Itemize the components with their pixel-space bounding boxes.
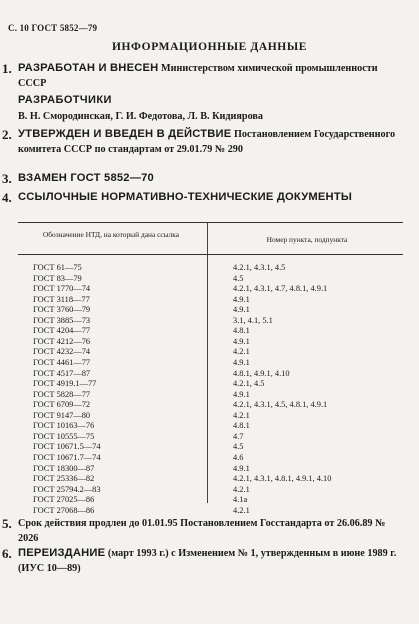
clause-numbers: 4.6 [233,452,244,462]
clause-numbers: 4.5 [233,273,244,283]
table-row [0,295,419,306]
table-row [0,284,419,295]
developers-label: РАЗРАБОТЧИКИ [18,94,112,106]
ntd-designation: ГОСТ 61—75 [33,263,82,272]
table-row [0,506,419,517]
ntd-designation: ГОСТ 4919.1—77 [33,379,97,389]
ntd-designation: ГОСТ 3760—79 [33,305,91,315]
clause-numbers: 4.2.1 [233,505,250,515]
info-item-2 [2,127,406,158]
page-title: ИНФОРМАЦИОННЫЕ ДАННЫЕ [111,41,308,53]
ntd-designation: ГОСТ 4232—74 [33,347,91,357]
clause-numbers: 4.2.1 [233,347,250,357]
clause-numbers: 4.7 [233,431,244,441]
table-row [0,453,419,464]
info-item-3 [2,171,406,186]
item-number: 2. [2,127,12,142]
ntd-designation: ГОСТ 18300—87 [33,463,95,473]
ntd-designation: ГОСТ 4517—87 [33,368,91,378]
table-row [0,411,419,422]
table-row [0,485,419,496]
table-header-points: Номер пункта, подпункта [266,235,348,244]
ntd-designation: ГОСТ 5828—77 [33,389,91,399]
developers-names: В. Н. Смородинская, Г. И. Федотова, Л. В. Кидиярова [18,111,264,122]
clause-numbers: 4.2.1, 4.3.1, 4.7, 4.8.1, 4.9.1 [233,284,328,294]
clause-numbers: 4.9.1 [233,336,250,346]
ntd-designation: ГОСТ 83—79 [33,273,82,283]
ntd-designation: ГОСТ 3885—73 [33,315,91,325]
table-row [0,495,419,506]
ntd-designation: ГОСТ 10163—76 [33,421,95,431]
clause-numbers: 3.1, 4.1, 5.1 [233,315,273,325]
clause-numbers: 4.9.1 [233,305,250,315]
clause-numbers: 4.2.1, 4.5 [233,379,265,389]
table-row [0,358,419,369]
ntd-designation: ГОСТ 4461—77 [33,357,91,367]
table-row [0,337,419,348]
item-text: Срок действия продлен до 01.01.95 Постановлением Госстандарта от 26.06.89 № 2026 [18,518,386,545]
info-item-6 [2,546,406,577]
clause-numbers: 4.1а [233,495,248,505]
item-number: 1. [2,61,12,76]
ntd-designation: ГОСТ 10671.7—74 [33,452,101,462]
table-row [0,400,419,411]
info-item-1 [2,61,406,92]
ntd-designation: ГОСТ 3118—77 [33,294,90,304]
table-row [0,432,419,443]
clause-numbers: 4.2.1 [233,484,250,494]
table-row [0,263,419,274]
ntd-designation: ГОСТ 6709—72 [33,400,91,410]
clause-numbers: 4.2.1, 4.3.1, 4.5, 4.8.1, 4.9.1 [233,400,328,410]
item-heading: ПЕРЕИЗДАНИЕ [18,547,106,559]
item-number: 3. [2,171,12,186]
info-item-5 [2,516,406,547]
table-row [0,474,419,485]
clause-numbers: 4.8.1, 4.9.1, 4.10 [233,368,290,378]
table-row [0,379,419,390]
ntd-designation: ГОСТ 25794.2—83 [33,484,101,494]
clause-numbers: 4.8.1 [233,326,250,336]
table-row [0,305,419,316]
item-heading: РАЗРАБОТАН И ВНЕСЕН [18,62,159,74]
page-header: С. 10 ГОСТ 5852—79 [8,23,98,33]
clause-numbers: 4.5 [233,442,244,452]
table-row [0,369,419,380]
table-row [0,347,419,358]
ntd-designation: ГОСТ 1770—74 [33,284,91,294]
ntd-designation: ГОСТ 25336—82 [33,474,95,483]
table-row [0,442,419,453]
ntd-designation: ГОСТ 9147—80 [33,410,91,420]
ntd-designation: ГОСТ 10671.5—74 [33,442,101,452]
item-text: (март 1993 г.) с Изменением № 1, утвержденным в июне 1989 г. (ИУС 10—89) [18,548,397,575]
clause-numbers: 4.9.1 [233,357,250,367]
clause-numbers: 4.9.1 [233,389,250,399]
clause-numbers: 4.9.1 [233,294,250,304]
ntd-designation: ГОСТ 27068—86 [33,505,95,515]
ntd-designation: ГОСТ 10555—75 [33,431,95,441]
table-row [0,326,419,337]
table-header-document: Обозначение НТД, на который дана ссылка [42,230,180,239]
table-row [0,421,419,432]
item-heading: УТВЕРЖДЕН И ВВЕДЕН В ДЕЙСТВИЕ [18,128,232,140]
ntd-designation: ГОСТ 4212—76 [33,336,91,346]
table-header-rule [18,254,403,255]
table-row [0,316,419,327]
clause-numbers: 4.8.1 [233,421,250,431]
clause-numbers: 4.2.1, 4.3.1, 4.8.1, 4.9.1, 4.10 [233,474,332,483]
table-top-rule [18,222,403,223]
item-text: Постановлением Государственного комитета СССР по стандартам от 29.01.79 № 290 [18,129,396,156]
info-item-4 [2,190,406,205]
ntd-designation: ГОСТ 4204—77 [33,326,91,336]
table-row [0,464,419,475]
clause-numbers: 4.2.1 [233,410,250,420]
table-row [0,274,419,285]
table-row [0,390,419,401]
clause-numbers: 4.9.1 [233,463,250,473]
clause-numbers: 4.2.1, 4.3.1, 4.5 [233,263,286,272]
item-number: 4. [2,190,12,205]
item-number: 5. [2,516,12,531]
ntd-designation: ГОСТ 27025—86 [33,495,95,505]
item-number: 6. [2,546,12,561]
item-text: Министерством химической промышленности СССР [18,63,378,90]
item-heading: ССЫЛОЧНЫЕ НОРМАТИВНО-ТЕХНИЧЕСКИЕ ДОКУМЕНТЫ [18,191,353,203]
item-heading: ВЗАМЕН ГОСТ 5852—70 [18,172,154,184]
